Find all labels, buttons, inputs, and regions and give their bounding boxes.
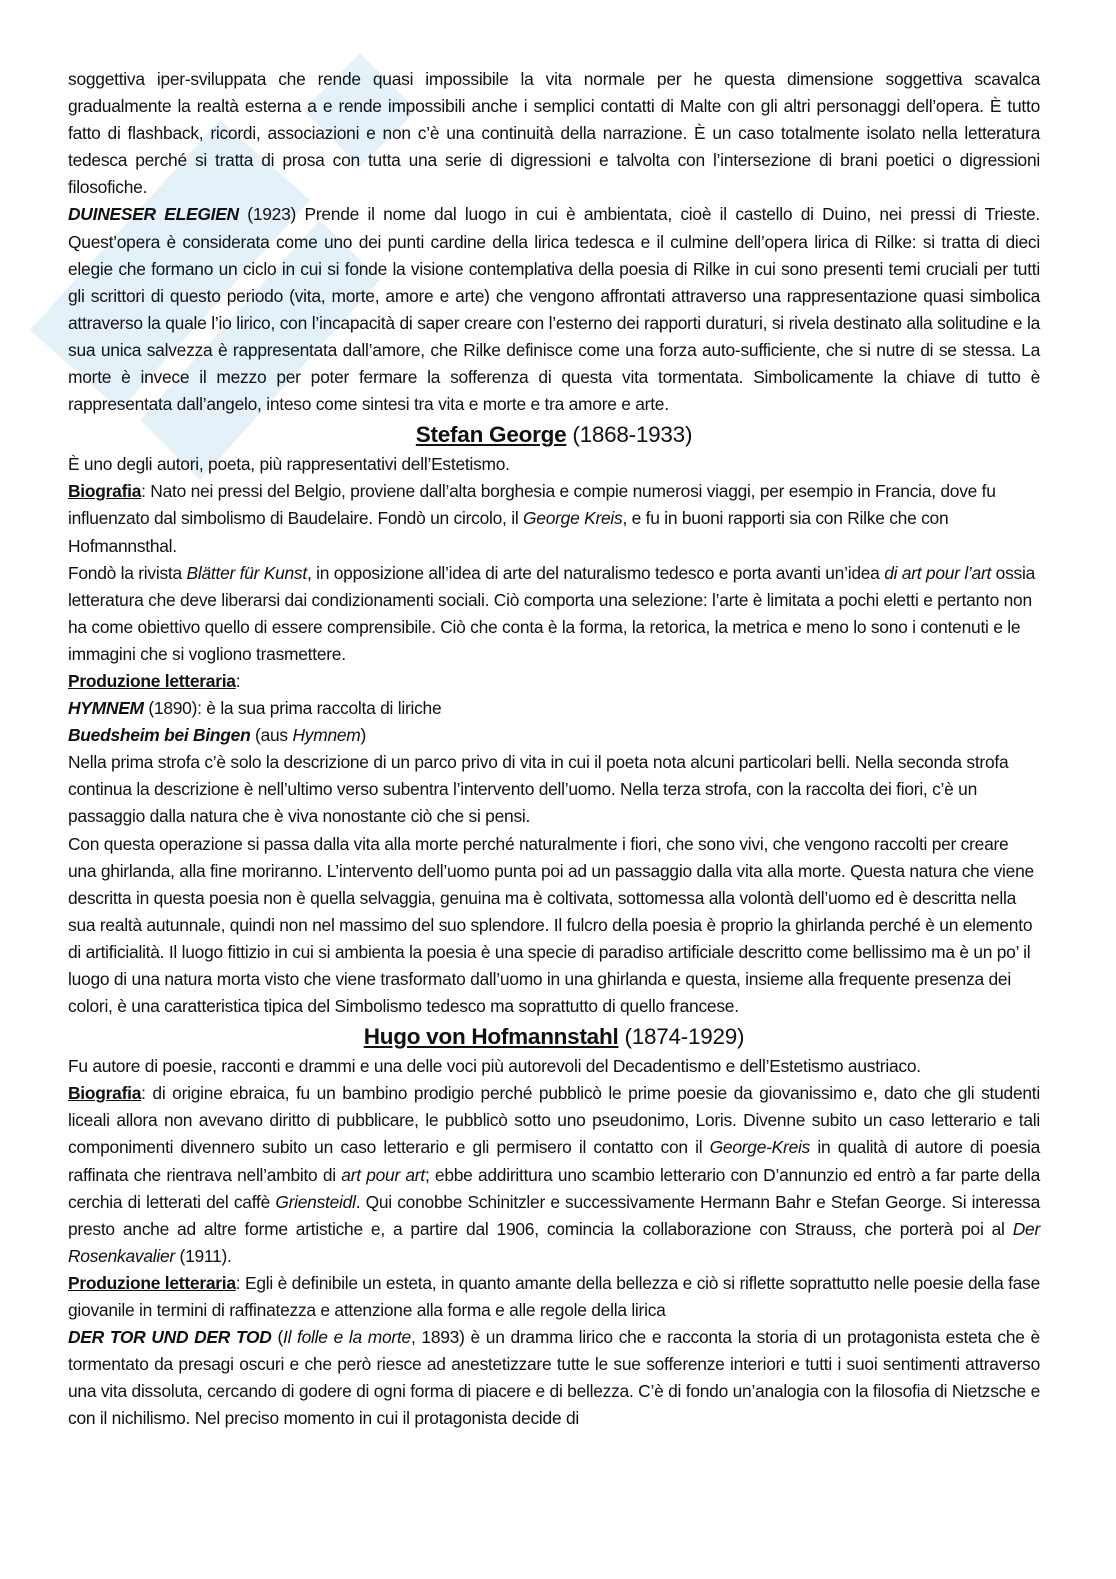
- label-biografia: Biografia: [68, 1083, 142, 1104]
- label-produzione: Produzione letteraria: [68, 1272, 236, 1293]
- george-intro: È uno degli autori, poeta, più rappresentativi dell’Estetismo.: [68, 454, 510, 475]
- hofmannstahl-biografia: Biografia: di origine ebraica, fu un bambino prodigio perché pubblicò le prime poesie da giovanissimo e, dato che gli studenti liceali allora non avevano diritto di pubblicare, le pubblicò sotto uno pseudonimo, Loris. Divenne subito un caso letterario e tali componimenti divennero subito un caso letterario e gli permisero il contatto con il George-Kreis in qualità di autore di poesia raffinata che rientrava nell’ambito di art pour art; ebbe addirittura uno scambio letterario con D’annunzio ed entrò a far parte della cerchia di letterati del caffè Griensteidl. Qui conobbe Schinitzler e successivamente Hermann Bahr e Stefan George. Si interessa presto anche ad altre forme artistiche e, a partire dal 1906, comincia la collaborazione con Strauss, che porterà poi al Der Rosenkavalier (1911).: [68, 1083, 1040, 1266]
- george-biografia: Biografia: Nato nei pressi del Belgio, proviene dall’alta borghesia e compie numerosi viaggi, per esempio in Francia, dove fu influenzato dal simbolismo di Baudelaire. Fondò un circolo, il George Kreis, e fu in buoni rapporti sia con Rilke che con Hofmannsthal.: [68, 481, 996, 556]
- label-biografia: Biografia: [68, 481, 142, 502]
- hofmannstahl-produzione: Produzione letteraria: Egli è definibile un esteta, in quanto amante della bellezza e ciò si riflette soprattutto nelle poesie della fase giovanile in termini di raffinatezza e attenzione alla forma e alle regole della lirica: [68, 1272, 1041, 1321]
- george-produzione: Produzione letteraria:: [68, 670, 241, 691]
- george-rivista: Fondò la rivista Blätter für Kunst, in opposizione all’idea di arte del naturalismo tedesco e porta avanti un’idea di art pour l’art ossia letteratura che deve liberarsi dai condizionamenti sociali. Ciò comporta una selezione: l’arte è limitata a pochi eletti e pertanto non ha come obiettivo quello di essere comprensibile. Ciò che conta è la forma, la retorica, la metrica e meno lo sono i contenuti e le immagini che si vogliono trasmettere.: [68, 562, 1036, 664]
- label-produzione: Produzione letteraria: [68, 670, 236, 691]
- work-buedsheim: Buedsheim bei Bingen (aus Hymnem): [68, 725, 367, 746]
- paragraph-duineser: DUINESER ELEGIEN (1923) Prende il nome dal luogo in cui è ambientata, cioè il castello di Duino, nei pressi di Trieste. Quest’opera è considerata come uno dei punti cardine della lirica tedesca e il culmine dell’opera lirica di Rilke: si tratta di dieci elegie che formano un ciclo in cui si fonde la visione contemplativa della poesia di Rilke in cui sono presenti temi cruciali per tutti gli scrittori di questo periodo (vita, morte, amore e arte) che vengono affrontati attraverso una rappresentazione quasi simbolica attraverso la quale l’io lirico, con l’incapacità di saper creare con l’esterno dei rapporti duraturi, si rivela destinato alla solitudine e la sua unica salvezza è rappresentata dall’amore, che Rilke definisce come una forza auto-sufficiente, che si nutre di se stessa. La morte è invece il mezzo per poter fermare la sofferenza di questa vita tormentata. Simbolicamente la chiave di tutto è rappresentata dall’angelo, inteso come sintesi tra vita e morte e tra amore e arte.: [68, 204, 1040, 415]
- paragraph-strofa: Nella prima strofa c’è solo la descrizione di un parco privo di vita in cui il poeta nota alcuni particolari belli. Nella seconda strofa continua la descrizione è nell’ultimo verso subentra l’intervento dell’uomo. Nella terza strofa, con la raccolta dei fiori, c’è un passaggio dalla natura che è viva nonostante ciò che si pensi.: [68, 752, 1009, 827]
- work-hymnem: HYMNEM (1890): è la sua prima raccolta di liriche: [68, 698, 442, 719]
- paragraph-malte: soggettiva iper-sviluppata che rende quasi impossibile la vita normale per he questa dimensione soggettiva scavalca gradualmente la realtà esterna a e rende impossibili anche i semplici contatti di Malte con gli altri personaggi dell’opera. È tutto fatto di flashback, ricordi, associazioni e non c’è una continuità della narrazione. È un caso totalmente isolato nella letteratura tedesca perché si tratta di prosa con tutta una serie di digressioni e talvolta con l’intersezione di brani poetici o digressioni filosofiche.: [68, 69, 1040, 198]
- paragraph-operazione: Con questa operazione si passa dalla vita alla morte perché naturalmente i fiori, che sono vivi, che vengono raccolti per creare una ghirlanda, alla fine moriranno. L’intervento dell’uomo punta poi ad un passaggio dalla vita alla morte. Questa natura che viene descritta in questa poesia non è quella selvaggia, genuina ma è coltivata, sottomessa alla volontà dell’uomo ed è descritta nella sua realtà autunnale, quindi non nel massimo del suo splendore. Il fulcro della poesia è proprio la ghirlanda perché è un elemento di artificialità. Il luogo fittizio in cui si ambienta la poesia è una specie di paradiso artificiale descritto come bellissimo ma è un po’ il luogo di una natura morta visto che viene trasformato dall’uomo in una ghirlanda e questa, insieme alla frequente presenza dei colori, è una caratteristica tipica del Simbolismo tedesco ma soprattutto di quello francese.: [68, 833, 1034, 1017]
- work-title-duineser: DUINESER ELEGIEN: [68, 204, 239, 225]
- heading-hofmannstahl: Hugo von Hofmannstahl (1874-1929): [363, 1024, 745, 1050]
- heading-stefan-george: Stefan George (1868-1933): [415, 422, 693, 448]
- work-der-tor: DER TOR UND DER TOD (Il folle e la morte, 1893) è un dramma lirico che e racconta la storia di un protagonista esteta che è tormentato da presagi oscuri e che però riesce ad anestetizzare tutte le sue sofferenze interiori e tutti i suoi sentimenti attraverso una vita dissoluta, cercando di godere di ogni forma di piacere e di bellezza. C’è di fondo un’analogia con la filosofia di Nietzsche e con il nichilismo. Nel preciso momento in cui il protagonista decide di: [68, 1327, 1040, 1429]
- hofmannstahl-intro: Fu autore di poesie, racconti e drammi e una delle voci più autorevoli del Decadentismo e dell’Estetismo austriaco.: [68, 1056, 921, 1077]
- document-page: [68, 66, 1040, 1433]
